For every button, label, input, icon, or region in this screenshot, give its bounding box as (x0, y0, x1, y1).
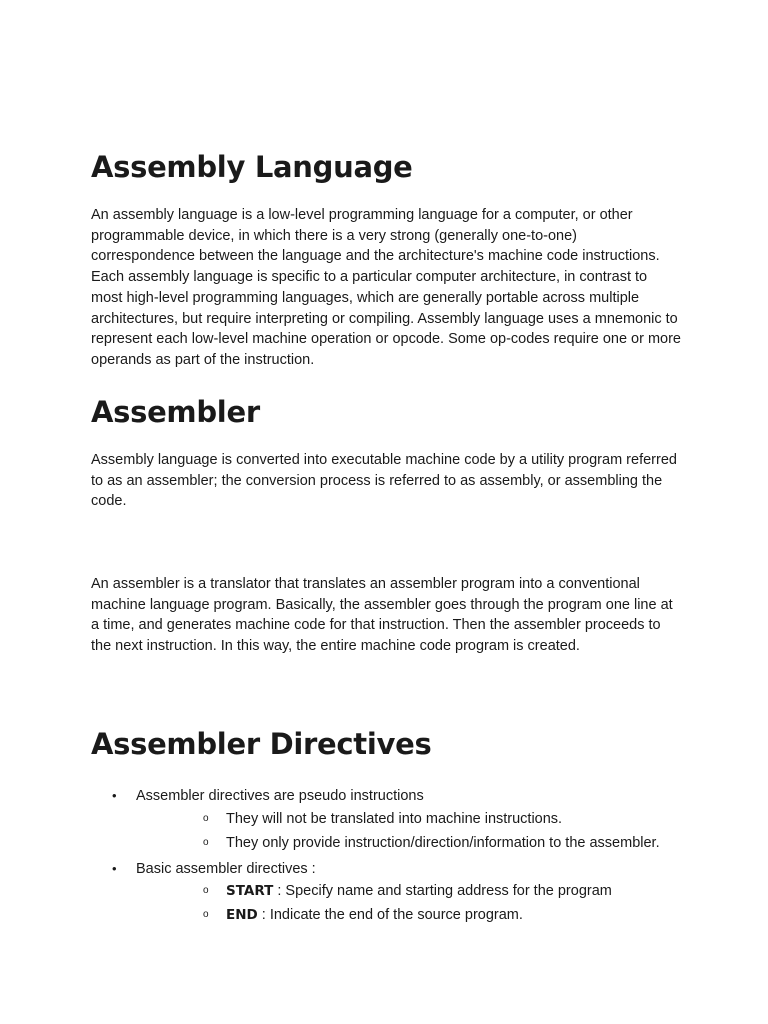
sub-list (136, 807, 691, 855)
sub-list-item (136, 807, 691, 831)
list-item-text: Assembler directives are pseudo instructions (136, 788, 424, 804)
list-item-text: Basic assembler directives : (136, 860, 316, 877)
directive-description: : Specify name and starting address for the program (273, 883, 612, 900)
sub-list-item-text: They will not be translated into machine instructions. (226, 810, 563, 827)
heading-assembly-language: Assembly Language (91, 150, 413, 184)
paragraph-assembly-language: An assembly language is a low-level programming language for a computer, or other programmable device, in which there is a very strong (generally one-to-one) correspondence between the language and the architecture's machine code instructions. Each assembly language is specific to a particular computer architecture, in contrast to most high-level programming languages, which are generally portable across multiple architectures, but require interpreting or compiling. Assembly language uses a mnemonic to represent each low-level machine operation or opcode. Some op-codes require one or more operands as part of the instruction. (91, 207, 681, 368)
sub-list-item (136, 903, 691, 927)
list-item (91, 786, 691, 855)
heading-assembler: Assembler (91, 395, 260, 429)
directive-term: END (226, 907, 258, 924)
circle-bullet-icon: o (203, 909, 209, 921)
sub-list-item-text: They only provide instruction/direction/information to the assembler. (226, 834, 660, 851)
directive-description: : Indicate the end of the source program. (257, 907, 523, 924)
sub-list-item (136, 831, 691, 855)
directives-list (91, 786, 691, 927)
circle-bullet-icon: o (203, 836, 209, 848)
sub-list (136, 879, 691, 927)
list-item (91, 859, 691, 928)
paragraph-assembler-2: An assembler is a translator that translates an assembler program into a conventional machine language program. Basically, the assembler goes through the program one line at a time, and generates machine code for that instruction. Then the assembler proceeds to the next instruction. In this way, the entire machine code program is created. (91, 576, 673, 655)
circle-bullet-icon: o (203, 812, 209, 824)
sub-list-item (136, 879, 691, 903)
heading-assembler-directives: Assembler Directives (91, 727, 432, 761)
paragraph-assembler-1: Assembly language is converted into executable machine code by a utility program referred to as an assembler; the conversion process is referred to as assembly, or assembling the code. (91, 452, 677, 510)
directive-term: START (226, 883, 274, 900)
circle-bullet-icon: o (203, 885, 209, 897)
